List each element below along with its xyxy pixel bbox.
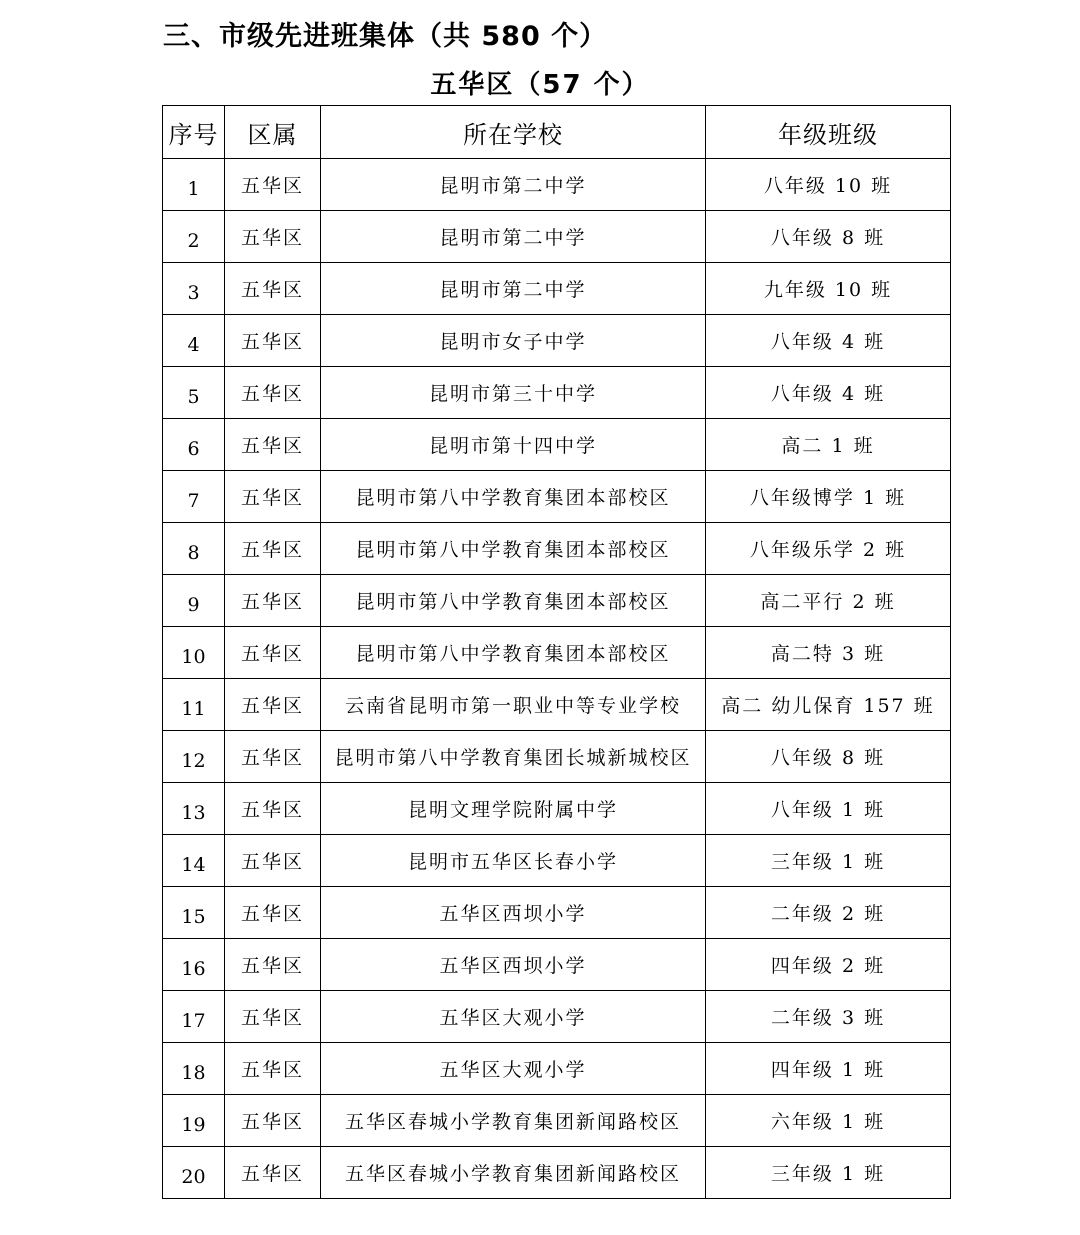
cell-grade-class: 三年级 1 班 — [706, 835, 951, 887]
cell-serial-number: 5 — [163, 367, 225, 419]
cell-district: 五华区 — [225, 1043, 321, 1095]
cell-school: 昆明市第八中学教育集团本部校区 — [321, 471, 706, 523]
class-list-table — [162, 105, 951, 1199]
cell-district: 五华区 — [225, 1147, 321, 1199]
table-row — [163, 991, 951, 1043]
section-heading: 三、市级先进班集体（共 580 个） — [163, 21, 608, 52]
cell-school: 昆明市第二中学 — [321, 159, 706, 211]
cell-grade-class: 高二 幼儿保育 157 班 — [706, 679, 951, 731]
cell-serial-number: 19 — [163, 1095, 225, 1147]
cell-grade-class: 八年级博学 1 班 — [706, 471, 951, 523]
cell-district: 五华区 — [225, 523, 321, 575]
cell-school: 云南省昆明市第一职业中等专业学校 — [321, 679, 706, 731]
cell-serial-number: 7 — [163, 471, 225, 523]
cell-grade-class: 六年级 1 班 — [706, 1095, 951, 1147]
table-header — [163, 106, 951, 159]
cell-school: 昆明市第八中学教育集团长城新城校区 — [321, 731, 706, 783]
cell-serial-number: 16 — [163, 939, 225, 991]
cell-school: 五华区春城小学教育集团新闻路校区 — [321, 1147, 706, 1199]
table-row — [163, 1043, 951, 1095]
table-row — [163, 575, 951, 627]
cell-district: 五华区 — [225, 939, 321, 991]
cell-district: 五华区 — [225, 835, 321, 887]
cell-school: 昆明市女子中学 — [321, 315, 706, 367]
cell-district: 五华区 — [225, 263, 321, 315]
cell-serial-number: 3 — [163, 263, 225, 315]
table-row — [163, 1147, 951, 1199]
table-row — [163, 367, 951, 419]
cell-school: 昆明文理学院附属中学 — [321, 783, 706, 835]
table-row — [163, 887, 951, 939]
cell-district: 五华区 — [225, 679, 321, 731]
cell-serial-number: 17 — [163, 991, 225, 1043]
cell-grade-class: 二年级 2 班 — [706, 887, 951, 939]
cell-school: 昆明市五华区长春小学 — [321, 835, 706, 887]
table-row — [163, 679, 951, 731]
cell-grade-class: 八年级 4 班 — [706, 315, 951, 367]
cell-grade-class: 三年级 1 班 — [706, 1147, 951, 1199]
cell-school: 昆明市第八中学教育集团本部校区 — [321, 523, 706, 575]
cell-school: 昆明市第三十中学 — [321, 367, 706, 419]
table-body — [163, 159, 951, 1199]
table-row — [163, 627, 951, 679]
table-row — [163, 159, 951, 211]
cell-district: 五华区 — [225, 315, 321, 367]
cell-serial-number: 9 — [163, 575, 225, 627]
district-subheading: 五华区（57 个） — [430, 70, 650, 100]
cell-serial-number: 14 — [163, 835, 225, 887]
cell-district: 五华区 — [225, 627, 321, 679]
cell-district: 五华区 — [225, 575, 321, 627]
cell-district: 五华区 — [225, 367, 321, 419]
cell-serial-number: 6 — [163, 419, 225, 471]
table-row — [163, 523, 951, 575]
table-row — [163, 783, 951, 835]
cell-serial-number: 20 — [163, 1147, 225, 1199]
cell-school: 昆明市第二中学 — [321, 211, 706, 263]
table-row — [163, 263, 951, 315]
table-row — [163, 471, 951, 523]
header-district: 区属 — [225, 106, 321, 159]
cell-grade-class: 八年级 4 班 — [706, 367, 951, 419]
cell-serial-number: 18 — [163, 1043, 225, 1095]
cell-district: 五华区 — [225, 159, 321, 211]
table-row — [163, 315, 951, 367]
cell-district: 五华区 — [225, 783, 321, 835]
cell-district: 五华区 — [225, 211, 321, 263]
header-row — [163, 106, 951, 159]
cell-school: 五华区大观小学 — [321, 1043, 706, 1095]
cell-grade-class: 二年级 3 班 — [706, 991, 951, 1043]
cell-serial-number: 10 — [163, 627, 225, 679]
cell-grade-class: 四年级 2 班 — [706, 939, 951, 991]
cell-serial-number: 12 — [163, 731, 225, 783]
cell-grade-class: 九年级 10 班 — [706, 263, 951, 315]
cell-grade-class: 八年级 1 班 — [706, 783, 951, 835]
cell-district: 五华区 — [225, 419, 321, 471]
cell-serial-number: 11 — [163, 679, 225, 731]
cell-district: 五华区 — [225, 731, 321, 783]
cell-grade-class: 八年级 10 班 — [706, 159, 951, 211]
header-grade-class: 年级班级 — [706, 106, 951, 159]
cell-school: 昆明市第八中学教育集团本部校区 — [321, 627, 706, 679]
cell-district: 五华区 — [225, 471, 321, 523]
table-row — [163, 1095, 951, 1147]
table-row — [163, 731, 951, 783]
cell-school: 五华区西坝小学 — [321, 939, 706, 991]
cell-district: 五华区 — [225, 887, 321, 939]
cell-serial-number: 1 — [163, 159, 225, 211]
cell-grade-class: 八年级乐学 2 班 — [706, 523, 951, 575]
table-row — [163, 835, 951, 887]
cell-district: 五华区 — [225, 1095, 321, 1147]
header-serial-number: 序号 — [163, 106, 225, 159]
table-row — [163, 419, 951, 471]
cell-grade-class: 高二特 3 班 — [706, 627, 951, 679]
cell-serial-number: 8 — [163, 523, 225, 575]
cell-grade-class: 高二平行 2 班 — [706, 575, 951, 627]
table-row — [163, 211, 951, 263]
cell-school: 五华区大观小学 — [321, 991, 706, 1043]
header-school: 所在学校 — [321, 106, 706, 159]
cell-serial-number: 15 — [163, 887, 225, 939]
cell-grade-class: 高二 1 班 — [706, 419, 951, 471]
cell-school: 昆明市第八中学教育集团本部校区 — [321, 575, 706, 627]
cell-school: 五华区春城小学教育集团新闻路校区 — [321, 1095, 706, 1147]
cell-serial-number: 13 — [163, 783, 225, 835]
cell-district: 五华区 — [225, 991, 321, 1043]
cell-grade-class: 四年级 1 班 — [706, 1043, 951, 1095]
cell-school: 五华区西坝小学 — [321, 887, 706, 939]
cell-serial-number: 2 — [163, 211, 225, 263]
cell-grade-class: 八年级 8 班 — [706, 731, 951, 783]
table-row — [163, 939, 951, 991]
cell-serial-number: 4 — [163, 315, 225, 367]
cell-school: 昆明市第二中学 — [321, 263, 706, 315]
cell-grade-class: 八年级 8 班 — [706, 211, 951, 263]
cell-school: 昆明市第十四中学 — [321, 419, 706, 471]
